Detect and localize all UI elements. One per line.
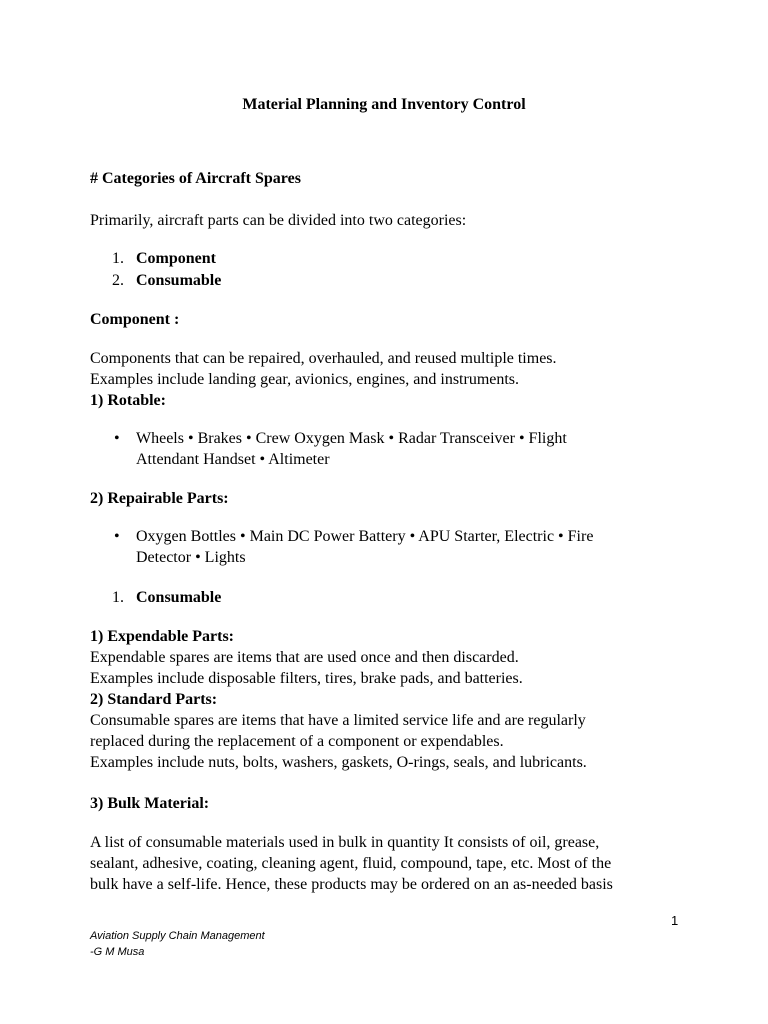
- expendable-line: Examples include disposable filters, tires, brake pads, and batteries.: [90, 670, 523, 687]
- list-number: 1.: [112, 589, 124, 606]
- expendable-line: Expendable spares are items that are used once and then discarded.: [90, 649, 519, 666]
- expendable-heading: 1) Expendable Parts:: [90, 628, 234, 645]
- standard-line: Consumable spares are items that have a limited service life and are regularly: [90, 712, 586, 729]
- rotable-list-line: Attendant Handset • Altimeter: [136, 451, 330, 468]
- repairable-heading: 2) Repairable Parts:: [90, 490, 229, 507]
- footer-author: -G M Musa: [90, 946, 145, 958]
- consumable-heading: Consumable: [136, 589, 222, 606]
- standard-line: replaced during the replacement of a component or expendables.: [90, 733, 504, 750]
- bulk-line: bulk have a self-life. Hence, these products may be ordered on an as-needed basis: [90, 876, 613, 893]
- rotable-list-line: Wheels • Brakes • Crew Oxygen Mask • Radar Transceiver • Flight: [136, 430, 567, 447]
- repairable-list-line: Oxygen Bottles • Main DC Power Battery • APU Starter, Electric • Fire: [136, 528, 594, 545]
- list-number: 2.: [112, 272, 124, 289]
- bullet-icon: •: [114, 528, 120, 545]
- bulk-line: A list of consumable materials used in bulk in quantity It consists of oil, grease,: [90, 834, 600, 851]
- bulk-heading: 3) Bulk Material:: [90, 795, 210, 812]
- page-title: Material Planning and Inventory Control: [242, 96, 526, 113]
- intro-text: Primarily, aircraft parts can be divided into two categories:: [90, 212, 467, 229]
- standard-line: Examples include nuts, bolts, washers, gaskets, O-rings, seals, and lubricants.: [90, 754, 587, 771]
- list-item-component: Component: [136, 250, 217, 267]
- component-heading: Component :: [90, 311, 180, 328]
- component-desc-line: Examples include landing gear, avionics, engines, and instruments.: [90, 371, 520, 388]
- repairable-list-line: Detector • Lights: [136, 549, 246, 566]
- section-heading: # Categories of Aircraft Spares: [90, 170, 301, 187]
- standard-heading: 2) Standard Parts:: [90, 691, 218, 708]
- list-number: 1.: [112, 250, 124, 267]
- list-item-consumable: Consumable: [136, 272, 222, 289]
- footer-title: Aviation Supply Chain Management: [90, 930, 265, 942]
- page-number: 1: [671, 913, 679, 928]
- component-desc-line: Components that can be repaired, overhauled, and reused multiple times.: [90, 350, 557, 367]
- bullet-icon: •: [114, 430, 120, 447]
- rotable-heading: 1) Rotable:: [90, 392, 166, 409]
- bulk-line: sealant, adhesive, coating, cleaning agent, fluid, compound, tape, etc. Most of the: [90, 855, 612, 872]
